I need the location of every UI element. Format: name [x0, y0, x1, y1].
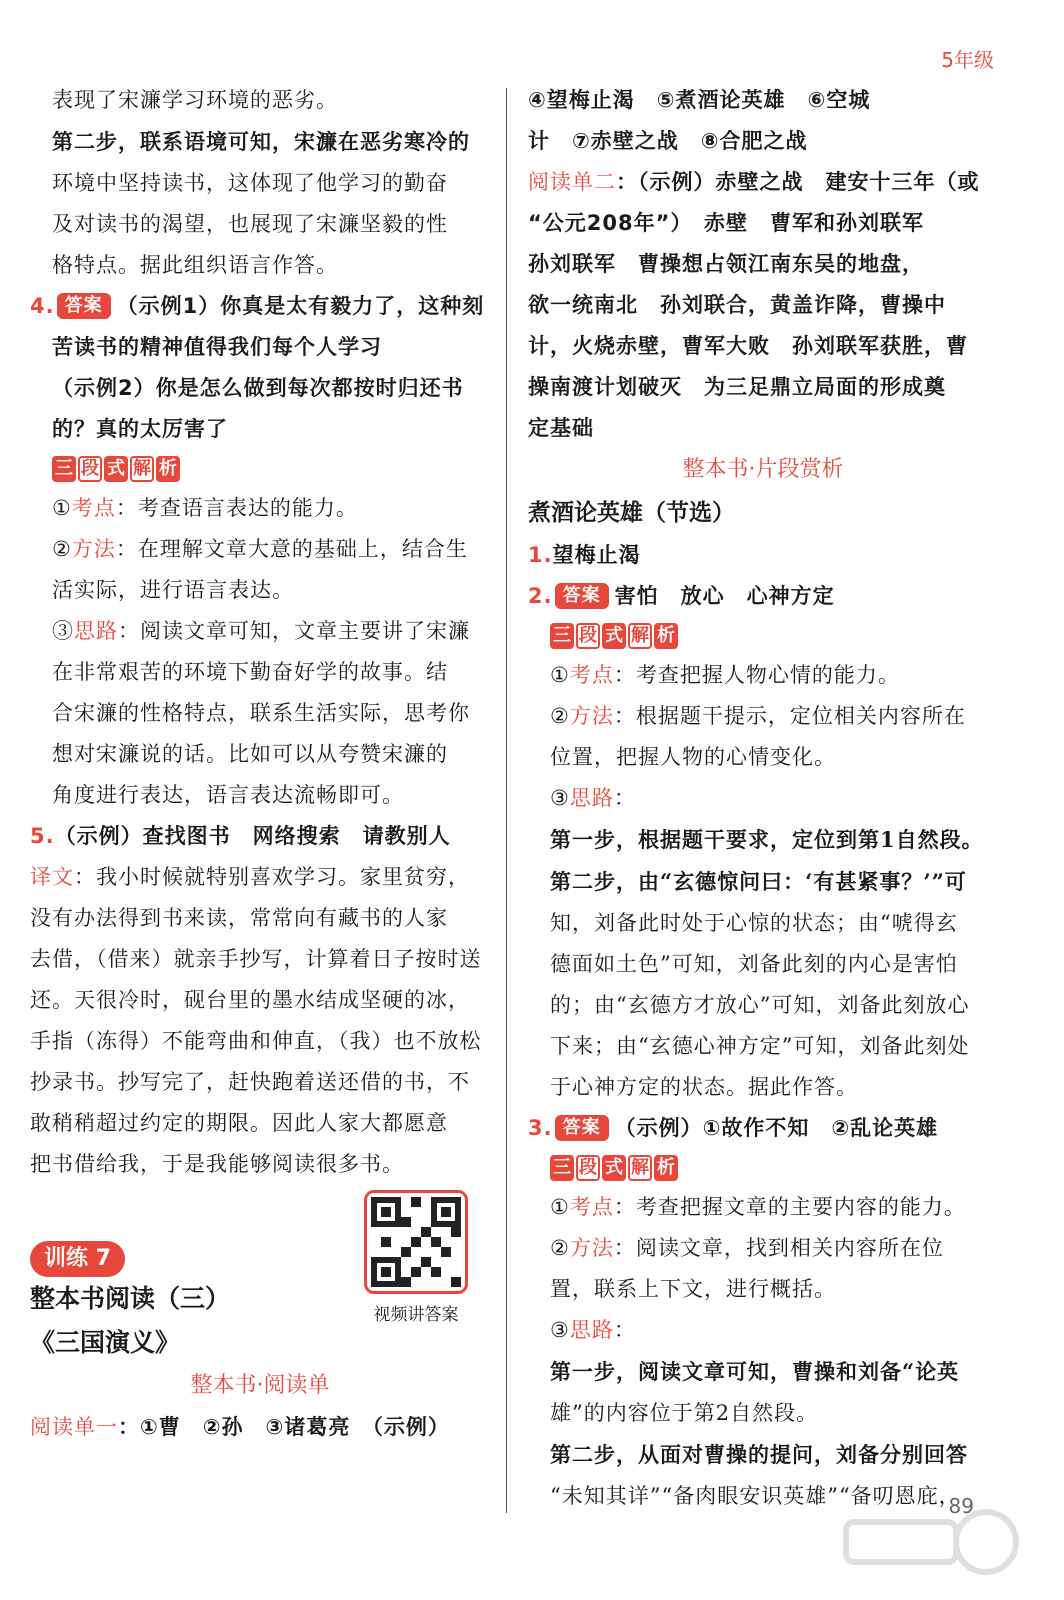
reading-sheet-title: 整本书·阅读单 — [190, 1373, 330, 1398]
analysis-approach: ③思路： — [550, 786, 636, 810]
translation-line: 没有办法得到书来读，常常向有藏书的人家 — [30, 906, 448, 930]
answer-text: （示例1）你真是太有毅力了，这种刻 — [116, 294, 485, 318]
answer-badge: 答案 — [57, 293, 111, 319]
text-line: 的；由“玄德方才放心”可知，刘备此刻放心 — [550, 993, 970, 1017]
question-2: 2. 答案 害怕 放心 心神方定 — [528, 584, 835, 608]
text-line: 想对宋濂说的话。比如可以从夸赞宋濂的 — [52, 742, 448, 766]
text-line: 角度进行表达，语言表达流畅即可。 — [52, 783, 404, 807]
training-title: 整本书阅读（三） — [30, 1284, 231, 1313]
text-line: 下来；由“玄德心神方定”可知，刘备此刻处 — [550, 1034, 970, 1058]
translation-line: 抄录书。抄写完了，赶快跑着送还借的书，不 — [30, 1070, 470, 1094]
text-line: 德面如土色”可知，刘备此刻的内心是害怕 — [550, 952, 958, 976]
text-line: 计，火烧赤壁，曹军大败 孙刘联军获胜，曹 — [528, 334, 968, 358]
text-line: 孙刘联军 曹操想占领江南东吴的地盘， — [528, 252, 924, 276]
analysis-point: ①考点：考查把握人物心情的能力。 — [550, 663, 900, 687]
translation-line: 译文：我小时候就特别喜欢学习。家里贫穷， — [30, 865, 470, 889]
question-1: 1.望梅止渴 — [528, 543, 641, 567]
analysis-method: ②方法：根据题干提示，定位相关内容所在 — [550, 704, 966, 728]
page-number: 89 — [948, 1494, 974, 1518]
question-5: 5.（示例）查找图书 网络搜索 请教别人 — [30, 824, 451, 848]
analysis-approach: ③思路： — [550, 1318, 636, 1342]
analysis-method: ②方法：阅读文章，找到相关内容所在位 — [550, 1236, 944, 1260]
translation-line: 还。天很冷时，砚台里的墨水结成坚硬的冰， — [30, 988, 470, 1012]
answer-badge: 答案 — [555, 1115, 609, 1141]
text-line: 置，联系上下文，进行概括。 — [550, 1277, 836, 1301]
text-line: 第二步，从面对曹操的提问，刘备分别回答 — [550, 1442, 968, 1467]
text-line: 合宋濂的性格特点，联系生活实际，思考你 — [52, 701, 470, 725]
training-badge: 训练 7 — [30, 1241, 125, 1277]
question-number: 4. — [30, 294, 55, 318]
reading-sheet-1: 阅读单一：①曹 ②孙 ③诸葛亮 （示例） — [30, 1415, 450, 1439]
analysis-tag: 三 段 式 解 析 — [30, 450, 490, 488]
reading-sheet-2: 阅读单二：（示例）赤壁之战 建安十三年（或 — [528, 170, 980, 194]
question-4 — [30, 286, 490, 327]
analysis-tag: 三 段 式 解 析 — [528, 1149, 998, 1187]
text-line: 第一步，阅读文章可知，曹操和刘备“论英 — [550, 1359, 960, 1384]
answer-line: （示例2）你是怎么做到每次都按时归还书 — [52, 376, 464, 400]
analysis-point: ①考点：考查把握文章的主要内容的能力。 — [550, 1195, 966, 1219]
grade-label: 5年级 — [941, 48, 994, 72]
text-line: 环境中坚持读书，这体现了他学习的勤奋 — [52, 171, 448, 195]
qr-code-icon[interactable] — [364, 1190, 468, 1294]
text-line: 定基础 — [528, 416, 594, 440]
analysis-point: ①考点：考查语言表达的能力。 — [52, 496, 358, 520]
text-line: 知，刘备此时处于心惊的状态；由“唬得玄 — [550, 911, 958, 935]
text-line: 活实际，进行语言表达。 — [52, 578, 294, 602]
analysis-approach: ③思路：阅读文章可知，文章主要讲了宋濂 — [52, 619, 470, 643]
translation-label: 译文 — [30, 865, 74, 889]
text-line: 位置，把握人物的心情变化。 — [550, 745, 836, 769]
text-line: 雄”的内容位于第2自然段。 — [550, 1401, 819, 1425]
qr-code-block[interactable] — [356, 1190, 476, 1325]
answer-line: 的？真的太厉害了 — [52, 417, 228, 441]
text-line: 第二步，联系语境可知，宋濂在恶劣寒冷的 — [52, 129, 470, 154]
text-line: “未知其详”“备肉眼安识英雄”“备叨恩庇， — [550, 1484, 961, 1508]
qr-caption: 视频讲答案 — [373, 1305, 459, 1325]
text-line: 第一步，根据题干要求，定位到第1自然段。 — [550, 827, 984, 852]
text-line: 欲一统南北 孙刘联合，黄盖诈降，曹操中 — [528, 293, 946, 317]
translation-line: 把书借给我，于是我能够阅读很多书。 — [30, 1152, 404, 1176]
section-title: 整本书·片段赏析 — [682, 457, 844, 482]
translation-line: 手指（冻得）不能弯曲和伸直，（我）也不放松 — [30, 1029, 482, 1053]
text-line: 第二步，由“玄德惊问曰：‘有甚紧事？’”可 — [550, 869, 967, 894]
text-line: “公元208年”） 赤壁 曹军和孙刘联军 — [528, 211, 924, 235]
answer-badge: 答案 — [555, 583, 609, 609]
column-divider — [506, 88, 507, 1513]
text-line: 计 ⑦赤壁之战 ⑧合肥之战 — [528, 129, 808, 153]
question-3: 3. 答案 （示例）①故作不知 ②乱论英雄 — [528, 1116, 939, 1140]
text-line: 操南渡计划破灭 为三足鼎立局面的形成奠 — [528, 375, 946, 399]
excerpt-title: 煮酒论英雄（节选） — [528, 499, 735, 526]
text-line: 表现了宋濂学习环境的恶劣。 — [52, 88, 338, 112]
book-title: 《三国演义》 — [30, 1328, 181, 1357]
right-column — [528, 80, 998, 1517]
text-line: ④望梅止渴 ⑤煮酒论英雄 ⑥空城 — [528, 88, 871, 112]
text-line: 格特点。据此组织语言作答。 — [52, 253, 338, 277]
analysis-tag: 三 段 式 解 析 — [528, 617, 998, 655]
translation-line: 敢稍稍超过约定的期限。因此人家大都愿意 — [30, 1111, 448, 1135]
translation-line: 去借，（借来）就亲手抄写，计算着日子按时送 — [30, 947, 482, 971]
answer-line: 苦读书的精神值得我们每个人学习 — [52, 335, 382, 359]
text-line: 在非常艰苦的环境下勤奋好学的故事。结 — [52, 660, 448, 684]
text-line: 及对读书的渴望，也展现了宋濂坚毅的性 — [52, 212, 448, 236]
analysis-method: ②方法：在理解文章大意的基础上，结合生 — [52, 537, 468, 561]
text-line: 于心神方定的状态。据此作答。 — [550, 1075, 858, 1099]
watermark-logo-icon — [836, 1502, 1036, 1592]
